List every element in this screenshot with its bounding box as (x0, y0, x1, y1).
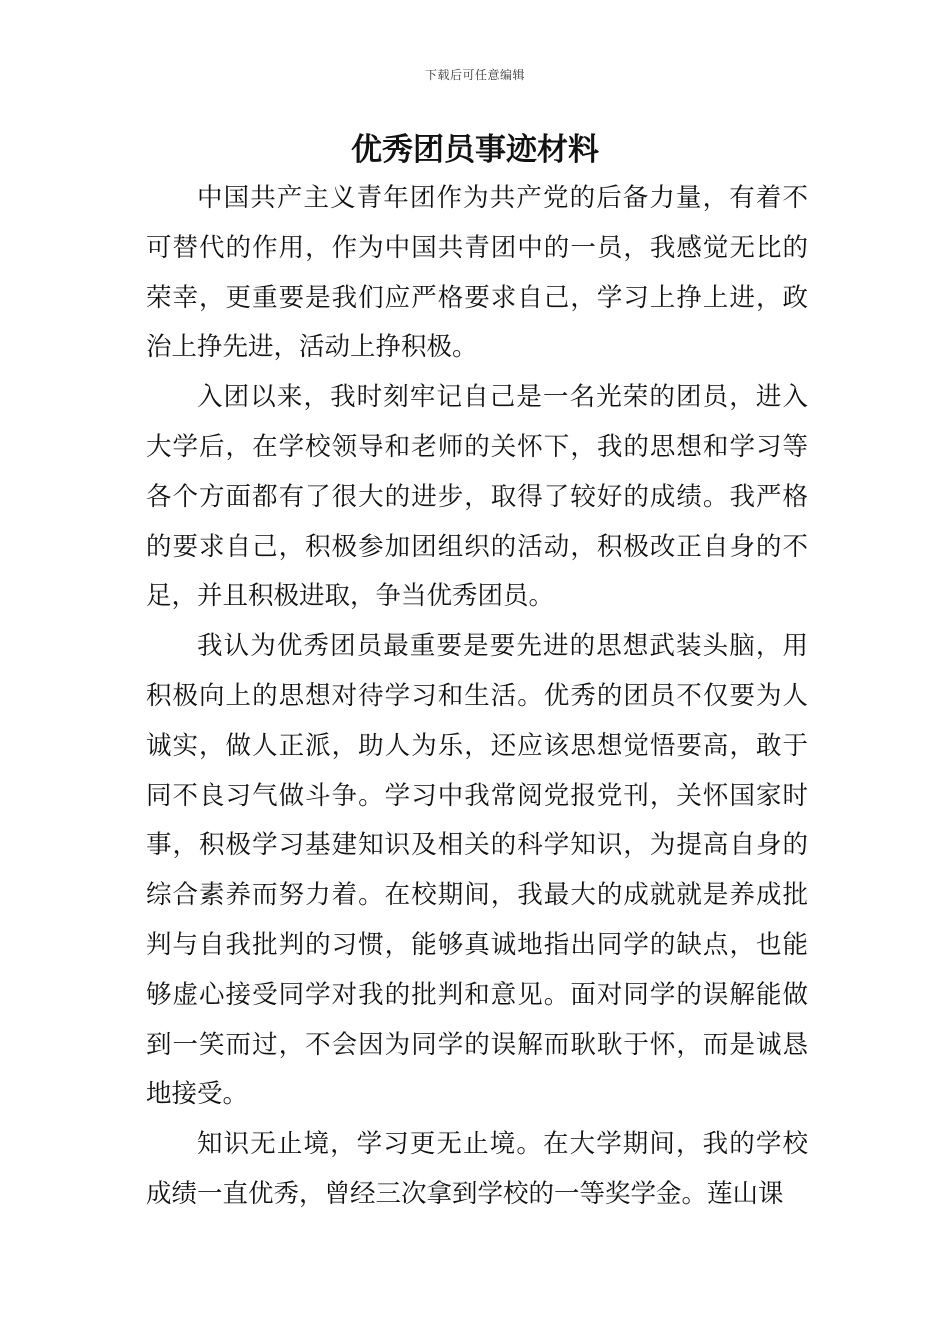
paragraph-2: 入团以来，我时刻牢记自己是一名光荣的团员，进入大学后，在学校领导和老师的关怀下，我的思想和学习等各个方面都有了很大的进步，取得了较好的成绩。我严格的要求自己，积极参加团组织的活动，积极改正自身的不足，并且积极进取，争当优秀团员。 (146, 382, 808, 612)
header-note: 下载后可任意编辑 (424, 68, 525, 82)
paragraph-4: 知识无止境，学习更无止境。在大学期间，我的学校成绩一直优秀，曾经三次拿到学校的一等奖学金。莲山课 (146, 1129, 808, 1209)
paragraph-1: 中国共产主义青年团作为共产党的后备力量，有着不可替代的作用，作为中国共青团中的一员，我感觉无比的荣幸，更重要是我们应严格要求自己，学习上挣上进，政治上挣先进，活动上挣积极。 (146, 183, 808, 363)
paragraph-3: 我认为优秀团员最重要是要先进的思想武装头脑，用积极向上的思想对待学习和生活。优秀的团员不仅要为人诚实，做人正派，助人为乐，还应该思想觉悟要高，敢于同不良习气做斗争。学习中我常阅党报党刊，关怀国家时事，积极学习基建知识及相关的科学知识，为提高自身的综合素养而努力着。在校期间，我最大的成就就是养成批判与自我批判的习惯，能够真诚地指出同学的缺点，也能够虚心接受同学对我的批判和意见。面对同学的误解能做到一笑而过，不会因为同学的误解而耿耿于怀，而是诚恳地接受。 (146, 631, 808, 1110)
document-body (146, 174, 808, 1220)
document-title: 优秀团员事迹材料 (351, 132, 599, 168)
